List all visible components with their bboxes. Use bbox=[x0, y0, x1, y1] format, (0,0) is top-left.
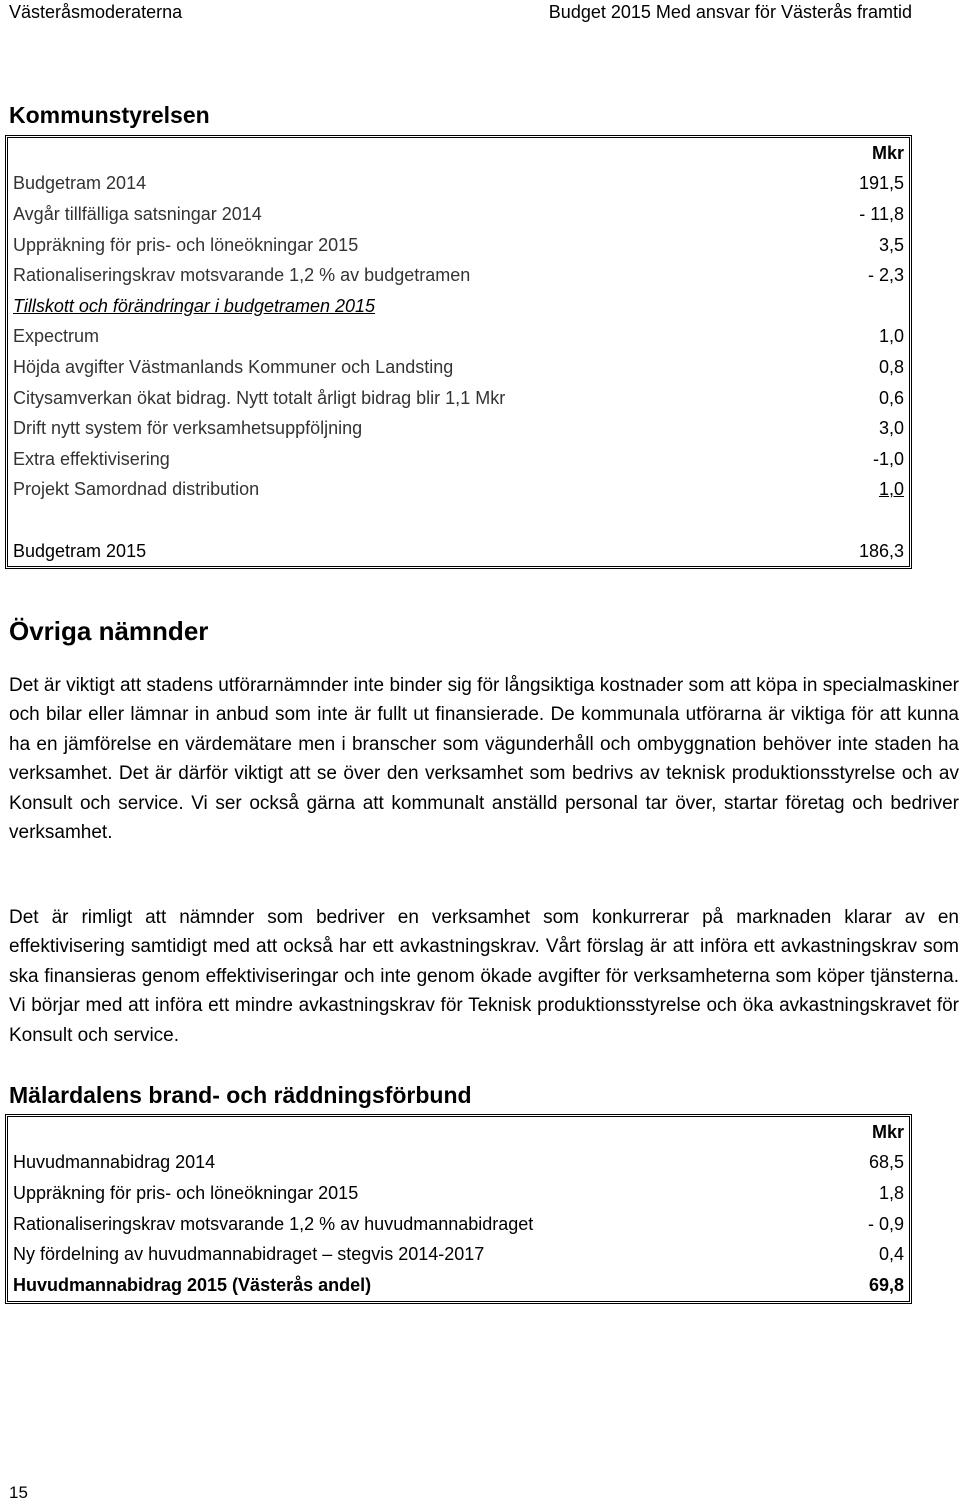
ovriga-paragraph-2 bbox=[9, 903, 959, 1050]
unit-header: Mkr bbox=[871, 142, 904, 163]
row-value: - 2,3 bbox=[867, 265, 904, 286]
row-value: 0,6 bbox=[878, 387, 904, 408]
page-number: 15 bbox=[9, 1483, 28, 1502]
row-value: 1,0 bbox=[878, 326, 904, 347]
row-label: Uppräkning för pris- och löneökningar 2015 bbox=[13, 1182, 359, 1203]
row-value: 1,8 bbox=[878, 1182, 904, 1203]
row-label: Projekt Samordnad distribution bbox=[13, 479, 260, 500]
header-right: Budget 2015 Med ansvar för Västerås framtid bbox=[548, 2, 912, 22]
row-label: Citysamverkan ökat bidrag. Nytt totalt årligt bidrag blir 1,1 Mkr bbox=[13, 387, 506, 408]
row-label: Budgetram 2014 bbox=[13, 173, 147, 194]
row-value: 68,5 bbox=[868, 1152, 904, 1173]
row-label: Rationaliseringskrav motsvarande 1,2 % av budgetramen bbox=[13, 265, 471, 286]
row-value bbox=[820, 291, 909, 322]
table-row bbox=[8, 260, 909, 291]
table-row bbox=[8, 475, 909, 506]
table-row bbox=[8, 383, 909, 414]
total-label: Huvudmannabidrag 2015 (Västerås andel) bbox=[13, 1274, 372, 1295]
table-row bbox=[8, 352, 909, 383]
header-left: Västeråsmoderaterna bbox=[9, 2, 183, 22]
table-total-row bbox=[8, 1270, 909, 1301]
table-row bbox=[8, 1117, 909, 1148]
row-value: - 0,9 bbox=[867, 1213, 904, 1234]
row-value: 0,4 bbox=[878, 1244, 904, 1265]
row-value: 3,0 bbox=[878, 418, 904, 439]
row-label: Extra effektivisering bbox=[13, 448, 170, 469]
table-row bbox=[8, 1239, 909, 1270]
row-label: Huvudmannabidrag 2014 bbox=[13, 1152, 216, 1173]
row-subheading: Tillskott och förändringar i budgetramen 2015 bbox=[13, 295, 376, 316]
unit-header: Mkr bbox=[871, 1121, 904, 1142]
total-value: 69,8 bbox=[868, 1274, 904, 1295]
ovriga-paragraph-1 bbox=[9, 671, 959, 847]
page-header bbox=[0, 0, 960, 24]
total-value: 186,3 bbox=[858, 540, 904, 561]
mbr-budget-table bbox=[5, 1114, 912, 1304]
table-row bbox=[8, 169, 909, 200]
row-value: - 11,8 bbox=[859, 203, 904, 224]
section-title-kommunstyrelsen: Kommunstyrelsen bbox=[9, 102, 210, 128]
row-value: 3,5 bbox=[878, 234, 904, 255]
row-label: Höjda avgifter Västmanlands Kommuner och Landsting bbox=[13, 356, 454, 377]
row-label: Drift nytt system för verksamhetsuppföljning bbox=[13, 418, 363, 439]
total-label: Budgetram 2015 bbox=[13, 540, 147, 561]
ks-budget-table bbox=[5, 135, 912, 569]
row-label: Ny fördelning av huvudmannabidraget – stegvis 2014-2017 bbox=[13, 1244, 485, 1265]
table-row bbox=[8, 444, 909, 475]
table-row bbox=[8, 230, 909, 261]
table-row bbox=[8, 291, 909, 322]
row-label: Avgår tillfälliga satsningar 2014 bbox=[13, 203, 262, 224]
table-row bbox=[8, 1148, 909, 1179]
row-value: 1,0 bbox=[878, 479, 904, 500]
table-row bbox=[8, 413, 909, 444]
row-value: -1,0 bbox=[872, 448, 904, 469]
row-value: 0,8 bbox=[878, 356, 904, 377]
table-row bbox=[8, 1178, 909, 1209]
section-title-mbr: Mälardalens brand- och räddningsförbund bbox=[9, 1082, 472, 1108]
table-row bbox=[8, 1209, 909, 1240]
table-row bbox=[8, 138, 909, 169]
row-label: Uppräkning för pris- och löneökningar 2015 bbox=[13, 234, 359, 255]
paragraph-text: Det är rimligt att nämnder som bedriver en verksamhet som konkurrerar på marknaden klarar av en effektivisering samtidigt med att också har ett avkastningskrav. Vårt förslag är att införa ett avkastningskrav som ska finansieras genom effektiviseringar och inte genom ökade avgifter för verksamheterna som köper tjänsterna. Vi börjar med att införa ett mindre avkastningskrav för Teknisk produktionsstyrelse och öka avkastningskravet för Konsult och service. bbox=[9, 907, 959, 1046]
row-label: Rationaliseringskrav motsvarande 1,2 % av huvudmannabidraget bbox=[13, 1213, 534, 1234]
paragraph-text: Det är viktigt att stadens utförarnämnder inte binder sig för långsiktiga kostnader som att köpa in specialmaskiner och bilar eller lämnar in anbud som inte är fullt ut finansierade. De kommunala utförarna är viktiga för att kunna ha en jämförelse en värdemätare men i branscher som vägunderhåll och ombyggnation behöver inte staden ha verksamhet. Det är därför viktigt att se över den verksamhet som bedrivs av teknisk produktionsstyrelse och av Konsult och service. Vi ser också gärna att kommunalt anställd personal tar över, startar företag och bedriver verksamhet. bbox=[9, 675, 959, 844]
section-title-ovriga: Övriga nämnder bbox=[9, 616, 209, 646]
table-row bbox=[8, 322, 909, 353]
row-label: Expectrum bbox=[13, 326, 100, 347]
table-total-row bbox=[8, 536, 909, 567]
row-value: 191,5 bbox=[858, 173, 904, 194]
table-row bbox=[8, 199, 909, 230]
